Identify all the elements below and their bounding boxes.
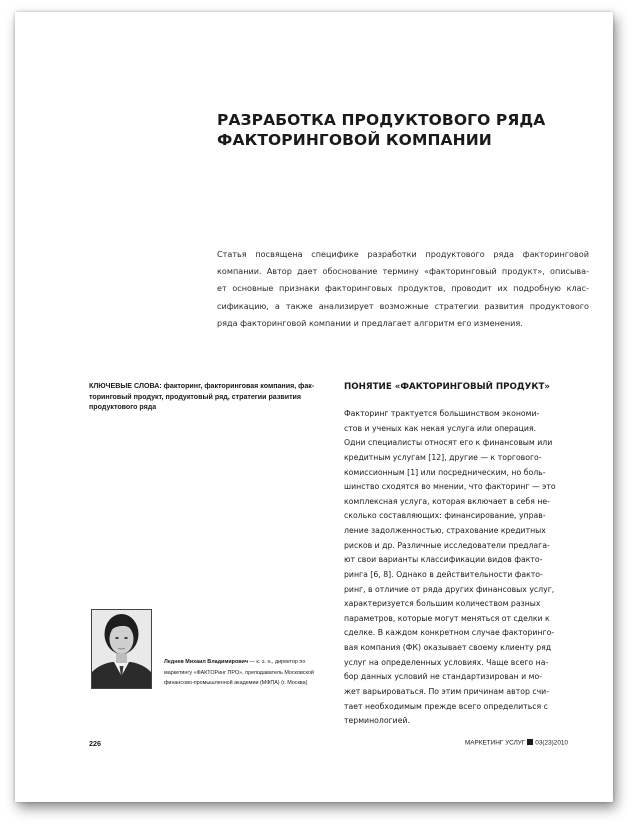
author-affiliation: маркетингу «ФАКТОРинг ПРО», преподаватель Московской xyxy=(164,669,314,676)
body-line: ринга [6, 8]. Однако в действительности факто- xyxy=(344,569,543,579)
author-info xyxy=(164,657,332,689)
journal-footer xyxy=(465,739,568,747)
body-line: рисков и др. Различные исследователи предлага- xyxy=(344,540,550,550)
keywords xyxy=(89,381,329,413)
body-line: бор данных условий не стандартизирован и мо- xyxy=(344,672,542,682)
body-line: сколько составляющих: финансирование, управ- xyxy=(344,511,546,521)
author-affiliation: финансово-промышленной академии (МФПА) (г. Москва) xyxy=(164,680,308,686)
author-degree: — к. э. н., директор по xyxy=(248,659,306,665)
body-line: терминологией. xyxy=(344,716,410,726)
body-line: шинство сходятся во мнении, что факторинг — это xyxy=(344,482,556,492)
body-line: услуг на определенных условиях. Чаще всего на- xyxy=(344,657,549,667)
abstract-line: ет основные признаки факторинговых продуктов, проводит их подробную клас- xyxy=(217,283,589,294)
body-line: ют свои варианты классификации видов факто- xyxy=(344,555,543,565)
body-line: стов и ученых как некая услуга или операция. xyxy=(344,423,537,433)
journal-page xyxy=(15,12,613,802)
article-title xyxy=(217,110,587,150)
body-line: параметров, которые могут меняться от сделки к xyxy=(344,613,550,623)
body-line: комплексная услуга, которая включает в себя не- xyxy=(344,496,550,506)
author-portrait-image xyxy=(92,610,151,688)
body-line: вая компания (ФК) оказывает своему клиенту ряд xyxy=(344,643,552,652)
author-line-1 xyxy=(164,657,332,668)
author-photo xyxy=(91,609,152,689)
body-line: ление задолженностью, страхование кредитных xyxy=(344,526,546,535)
abstract-line: сификацию, а также анализирует возможные стратегии развития продуктового xyxy=(217,300,589,311)
article-title-line: ФАКТОРИНГОВОЙ КОМПАНИИ xyxy=(217,131,492,149)
body-line: Одни специалисты относят его к финансовым или xyxy=(344,438,553,448)
article-abstract xyxy=(217,246,589,332)
article-title-line: РАЗРАБОТКА ПРОДУКТОВОГО РЯДА xyxy=(217,111,546,129)
body-line: Факторинг трактуется большинством экономи- xyxy=(344,409,540,418)
abstract-line: ряда факторинговой компании и предлагает алгоритм его изменения. xyxy=(217,317,523,328)
body-line: жет варьироваться. По этим причинам автор счи- xyxy=(344,686,550,696)
body-line: ринг, в отличие от ряда других финансовых услуг, xyxy=(344,584,555,594)
page-number: 226 xyxy=(89,739,101,748)
journal-name: МАРКЕТИНГ УСЛУГ xyxy=(464,739,526,747)
body-line: сделке. В каждом конкретном случае факторинго- xyxy=(344,628,555,638)
article-body xyxy=(344,407,594,729)
body-line: комиссионным [1] или посредническим, но боль- xyxy=(344,467,546,477)
abstract-line: компании. Автор дает обоснование термину «факторинговый продукт», описыва- xyxy=(217,266,589,277)
journal-issue: 03(23)2010 xyxy=(535,739,568,747)
abstract-line: Статья посвящена специфике разработки продуктового ряда факторинговой xyxy=(217,249,589,259)
body-line: характеризуется большим количеством разных xyxy=(344,599,541,609)
keywords-line: продуктового ряда xyxy=(89,403,157,412)
author-name: Леднев Михаил Владимирович xyxy=(164,659,248,665)
body-line: кредитным услугам [12], другие — к торгового- xyxy=(344,452,542,462)
keywords-line: КЛЮЧЕВЫЕ СЛОВА: факторинг, факторинговая компания, фак- xyxy=(89,382,315,390)
body-line: тает необходимым прежде всего определиться с xyxy=(344,701,548,711)
section-heading: ПОНЯТИЕ «ФАКТОРИНГОВЫЙ ПРОДУКТ» xyxy=(344,382,550,392)
keywords-line: торинговый продукт, продуктовый ряд, стратегии развития xyxy=(89,392,302,401)
square-separator-icon xyxy=(527,739,533,745)
